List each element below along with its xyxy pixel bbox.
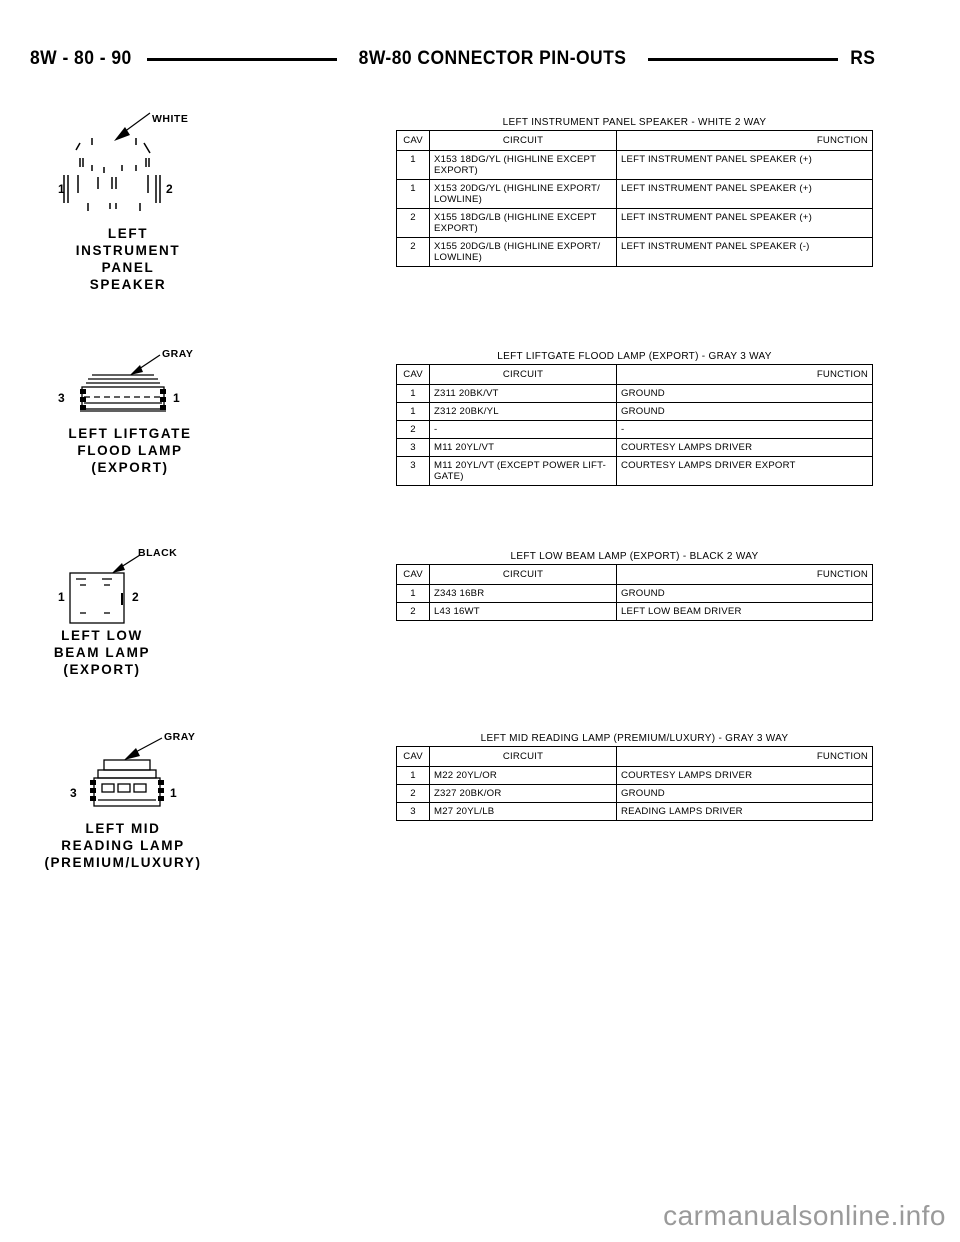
cell-cav: 2 [397,421,430,439]
column-header-function: FUNCTION [617,365,873,385]
cell-circuit: X155 18DG/LB (HIGHLINE EXCEPT EXPORT) [430,209,617,238]
cell-cav: 3 [397,457,430,486]
table-row [397,767,873,785]
watermark: carmanualsonline.info [663,1200,946,1231]
table-title: LEFT INSTRUMENT PANEL SPEAKER - WHITE 2 WAY [502,117,767,128]
cell-function: LEFT INSTRUMENT PANEL SPEAKER (-) [617,238,873,267]
table-row [397,785,873,803]
table-row [397,585,873,603]
table-title: LEFT LOW BEAM LAMP (EXPORT) - BLACK 2 WAY [510,551,759,562]
table-row [397,457,873,486]
cell-circuit: M11 20YL/VT [430,439,617,457]
cell-function: GROUND [617,585,873,603]
pinout-table-mid-reading-lamp [396,731,873,821]
table-row [397,151,873,180]
table-header-row [397,365,873,385]
table-row [397,385,873,403]
pin-label-right: 2 [132,590,139,604]
connector-diagram-instrument-panel-speaker [40,105,220,305]
section-code: RS [849,48,876,69]
connector-diagram-title: LEFT MID READING LAMP (PREMIUM/LUXURY) [44,821,202,870]
cell-circuit: X153 20DG/YL (HIGHLINE EXPORT/ LOWLINE) [430,180,617,209]
cell-cav: 1 [397,151,430,180]
pinout-table [396,746,873,821]
pin-label-right: 2 [166,182,173,196]
pin-label-left: 3 [58,391,65,405]
table-row [397,603,873,621]
cell-function: GROUND [617,385,873,403]
cell-circuit: M11 20YL/VT (EXCEPT POWER LIFT- GATE) [430,457,617,486]
cell-cav: 2 [397,785,430,803]
column-header-circuit: CIRCUIT [430,565,617,585]
table-row [397,803,873,821]
cell-cav: 3 [397,439,430,457]
connector-diagram-mid-reading-lamp [40,728,240,888]
cell-circuit: Z327 20BK/OR [430,785,617,803]
pin-label-left: 3 [70,786,77,800]
page-header [30,44,875,74]
cell-cav: 2 [397,603,430,621]
column-header-circuit: CIRCUIT [430,131,617,151]
table-row [397,180,873,209]
pinout-table-instrument-panel-speaker [396,115,873,267]
cell-function: COURTESY LAMPS DRIVER [617,439,873,457]
cell-function: GROUND [617,785,873,803]
cell-function: LEFT LOW BEAM DRIVER [617,603,873,621]
table-title: LEFT LIFTGATE FLOOD LAMP (EXPORT) - GRAY 3 WAY [497,351,772,362]
header-rule-left [147,58,337,61]
pin-label-left: 1 [58,182,65,196]
table-row [397,439,873,457]
cell-circuit: X155 20DG/LB (HIGHLINE EXPORT/ LOWLINE) [430,238,617,267]
cell-circuit: Z343 16BR [430,585,617,603]
cell-cav: 3 [397,803,430,821]
cell-circuit: M22 20YL/OR [430,767,617,785]
connector-diagram-liftgate-flood-lamp [40,345,220,485]
page-number: 8W - 80 - 90 [30,48,132,69]
column-header-function: FUNCTION [617,131,873,151]
reading-lamp-connector-drawing [40,728,240,818]
table-row [397,403,873,421]
pin-label-left: 1 [58,590,65,604]
pinout-table [396,364,873,486]
pinout-table-low-beam-lamp [396,549,873,621]
speaker-connector-drawing [40,105,220,225]
cell-cav: 1 [397,385,430,403]
cell-circuit: M27 20YL/LB [430,803,617,821]
pinout-table-liftgate-flood-lamp [396,349,873,486]
connector-diagram-low-beam-lamp [40,545,220,695]
table-header-row [397,131,873,151]
cell-function: LEFT INSTRUMENT PANEL SPEAKER (+) [617,151,873,180]
cell-cav: 1 [397,767,430,785]
table-header-row [397,747,873,767]
header-rule-right [648,58,838,61]
column-header-circuit: CIRCUIT [430,365,617,385]
table-row [397,421,873,439]
pinout-table [396,130,873,267]
table-title: LEFT MID READING LAMP (PREMIUM/LUXURY) - GRAY 3 WAY [480,733,789,744]
page-title: 8W-80 CONNECTOR PIN-OUTS [358,48,626,69]
table-row [397,238,873,267]
cell-circuit: Z312 20BK/YL [430,403,617,421]
connector-color-label: GRAY [164,731,196,743]
pinout-table [396,564,873,621]
cell-cav: 1 [397,585,430,603]
cell-cav: 2 [397,209,430,238]
cell-cav: 2 [397,238,430,267]
connector-color-label: BLACK [138,547,178,559]
cell-function: GROUND [617,403,873,421]
cell-cav: 1 [397,403,430,421]
column-header-cav: CAV [397,747,430,767]
column-header-function: FUNCTION [617,565,873,585]
pin-label-right: 1 [170,786,177,800]
cell-function: LEFT INSTRUMENT PANEL SPEAKER (+) [617,180,873,209]
column-header-cav: CAV [397,565,430,585]
cell-function: COURTESY LAMPS DRIVER EXPORT [617,457,873,486]
cell-circuit: - [430,421,617,439]
low-beam-connector-drawing [40,545,220,630]
cell-function: LEFT INSTRUMENT PANEL SPEAKER (+) [617,209,873,238]
cell-circuit: Z311 20BK/VT [430,385,617,403]
cell-circuit: X153 18DG/YL (HIGHLINE EXCEPT EXPORT) [430,151,617,180]
cell-circuit: L43 16WT [430,603,617,621]
column-header-function: FUNCTION [617,747,873,767]
cell-cav: 1 [397,180,430,209]
table-row [397,209,873,238]
table-header-row [397,565,873,585]
column-header-cav: CAV [397,365,430,385]
connector-diagram-title: LEFT LOW BEAM LAMP (EXPORT) [53,628,151,677]
pin-label-right: 1 [173,391,180,405]
cell-function: COURTESY LAMPS DRIVER [617,767,873,785]
column-header-cav: CAV [397,131,430,151]
cell-function: - [617,421,873,439]
cell-function: READING LAMPS DRIVER [617,803,873,821]
connector-diagram-title: LEFT INSTRUMENT PANEL SPEAKER [75,226,181,292]
connector-diagram-title: LEFT LIFTGATE FLOOD LAMP (EXPORT) [68,426,192,475]
connector-color-label: GRAY [162,348,194,360]
connector-color-label: WHITE [152,113,189,125]
column-header-circuit: CIRCUIT [430,747,617,767]
